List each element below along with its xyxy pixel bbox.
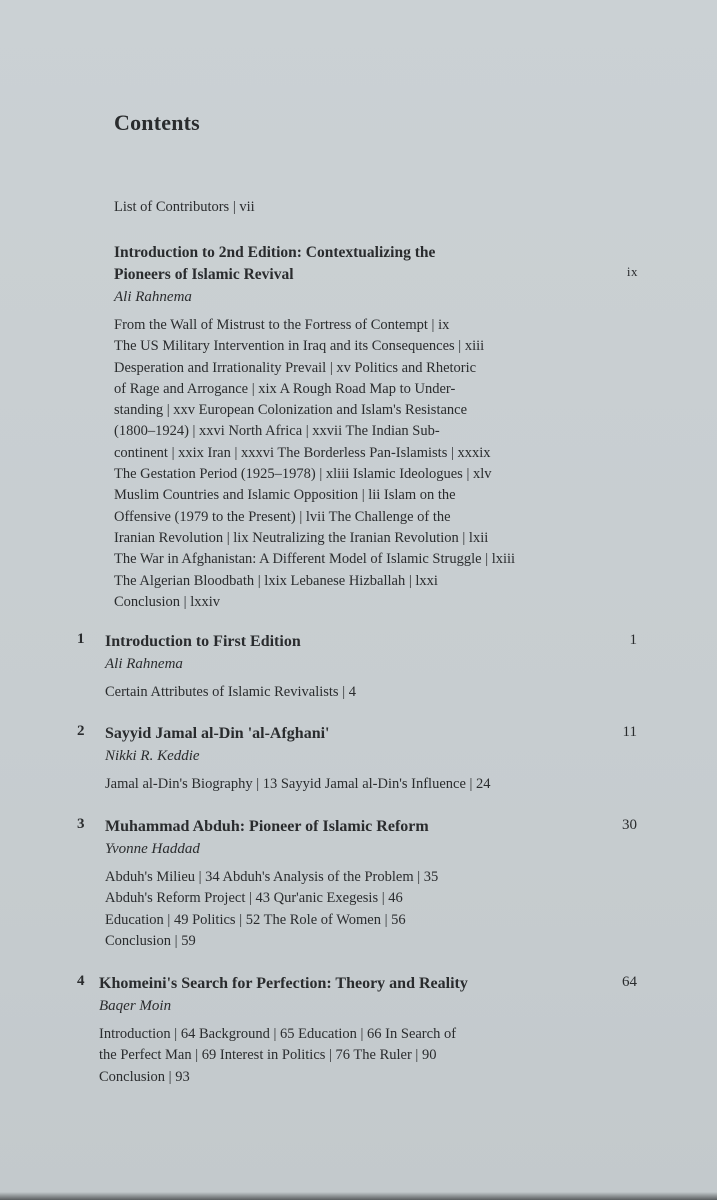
- section-line: continent | xxix Iran | xxxvi The Borderless Pan-Islamists | xxxix: [114, 444, 491, 461]
- section-line: Conclusion | 59: [105, 932, 196, 949]
- chapter-author: Yvonne Haddad: [105, 841, 200, 857]
- chapter-number: 1: [77, 631, 85, 647]
- section-line: Abduh's Reform Project | 43 Qur'anic Exegesis | 46: [105, 890, 403, 907]
- page-bottom-edge: [0, 1192, 717, 1200]
- section-line: Conclusion | lxxiv: [114, 593, 221, 610]
- chapter-page-number: 30: [622, 817, 637, 833]
- chapter-title: Introduction to First Edition: [105, 633, 301, 650]
- section-line: Certain Attributes of Islamic Revivalists | 4: [105, 684, 356, 700]
- intro2-author: Ali Rahnema: [114, 289, 192, 305]
- section-line: of Rage and Arrogance | xix A Rough Road Map to Under-: [114, 380, 456, 397]
- section-line: Education | 49 Politics | 52 The Role of Women | 56: [105, 911, 406, 928]
- section-line: Introduction | 64 Background | 65 Education | 66 In Search of: [99, 1026, 457, 1042]
- section-line: The War in Afghanistan: A Different Model of Islamic Struggle | lxiii: [114, 551, 516, 568]
- chapter-body: [105, 816, 625, 952]
- section-line: The Gestation Period (1925–1978) | xliii Islamic Ideologues | xlv: [114, 466, 492, 483]
- section-line: Muslim Countries and Islamic Opposition | lii Islam on the: [114, 487, 456, 504]
- chapter-body: [105, 631, 625, 703]
- chapter-sections: [105, 867, 625, 952]
- intro2-sections: [114, 315, 644, 613]
- section-line: The US Military Intervention in Iraq and its Consequences | xiii: [114, 338, 485, 355]
- chapter-page-number: 64: [622, 974, 637, 990]
- chapter-title: Khomeini's Search for Perfection: Theory and Reality: [99, 975, 468, 992]
- intro2-page-number: ix: [626, 264, 638, 279]
- chapter-sections: [99, 1024, 659, 1088]
- chapter-sections: [105, 682, 625, 703]
- intro2-heading-line2: Pioneers of Islamic Revival: [114, 266, 294, 283]
- section-line: (1800–1924) | xxvi North Africa | xxvii The Indian Sub-: [114, 423, 440, 440]
- section-line: Abduh's Milieu | 34 Abduh's Analysis of the Problem | 35: [105, 869, 439, 885]
- contributors-entry: List of Contributors | vii: [114, 199, 255, 215]
- chapter-page-number: 1: [629, 632, 637, 648]
- chapter-page-number: 11: [622, 724, 637, 740]
- chapter-number: 2: [77, 723, 85, 739]
- section-line: From the Wall of Mistrust to the Fortress of Contempt | ix: [114, 317, 450, 333]
- chapter-sections: [105, 774, 625, 795]
- chapter-author: Ali Rahnema: [105, 656, 183, 672]
- section-line: standing | xxv European Colonization and Islam's Resistance: [114, 402, 468, 419]
- section-line: Jamal al-Din's Biography | 13 Sayyid Jamal al-Din's Influence | 24: [105, 776, 491, 792]
- chapter-author: Baqer Moin: [99, 998, 172, 1014]
- page-title: Contents: [114, 110, 200, 135]
- chapter-number: 4: [77, 973, 85, 989]
- chapter-body: [99, 973, 659, 1088]
- chapter-author: Nikki R. Keddie: [105, 748, 200, 764]
- section-line: Conclusion | 93: [99, 1068, 190, 1085]
- chapter-title: Sayyid Jamal al-Din 'al-Afghani': [105, 725, 330, 742]
- intro2-entry: [114, 242, 644, 613]
- chapter-number: 3: [77, 816, 85, 832]
- intro2-heading: [114, 242, 574, 286]
- section-line: Desperation and Irrationality Prevail | xv Politics and Rhetoric: [114, 359, 477, 376]
- section-line: The Algerian Bloodbath | lxix Lebanese Hizballah | lxxi: [114, 572, 438, 589]
- section-line: the Perfect Man | 69 Interest in Politics | 76 The Ruler | 90: [99, 1047, 437, 1064]
- chapter-body: [105, 723, 625, 795]
- chapter-title: Muhammad Abduh: Pioneer of Islamic Reform: [105, 818, 429, 835]
- intro2-heading-line1: Introduction to 2nd Edition: Contextualizing the: [114, 244, 436, 261]
- section-line: Iranian Revolution | lix Neutralizing the Iranian Revolution | lxii: [114, 529, 489, 546]
- section-line: Offensive (1979 to the Present) | lvii The Challenge of the: [114, 508, 451, 525]
